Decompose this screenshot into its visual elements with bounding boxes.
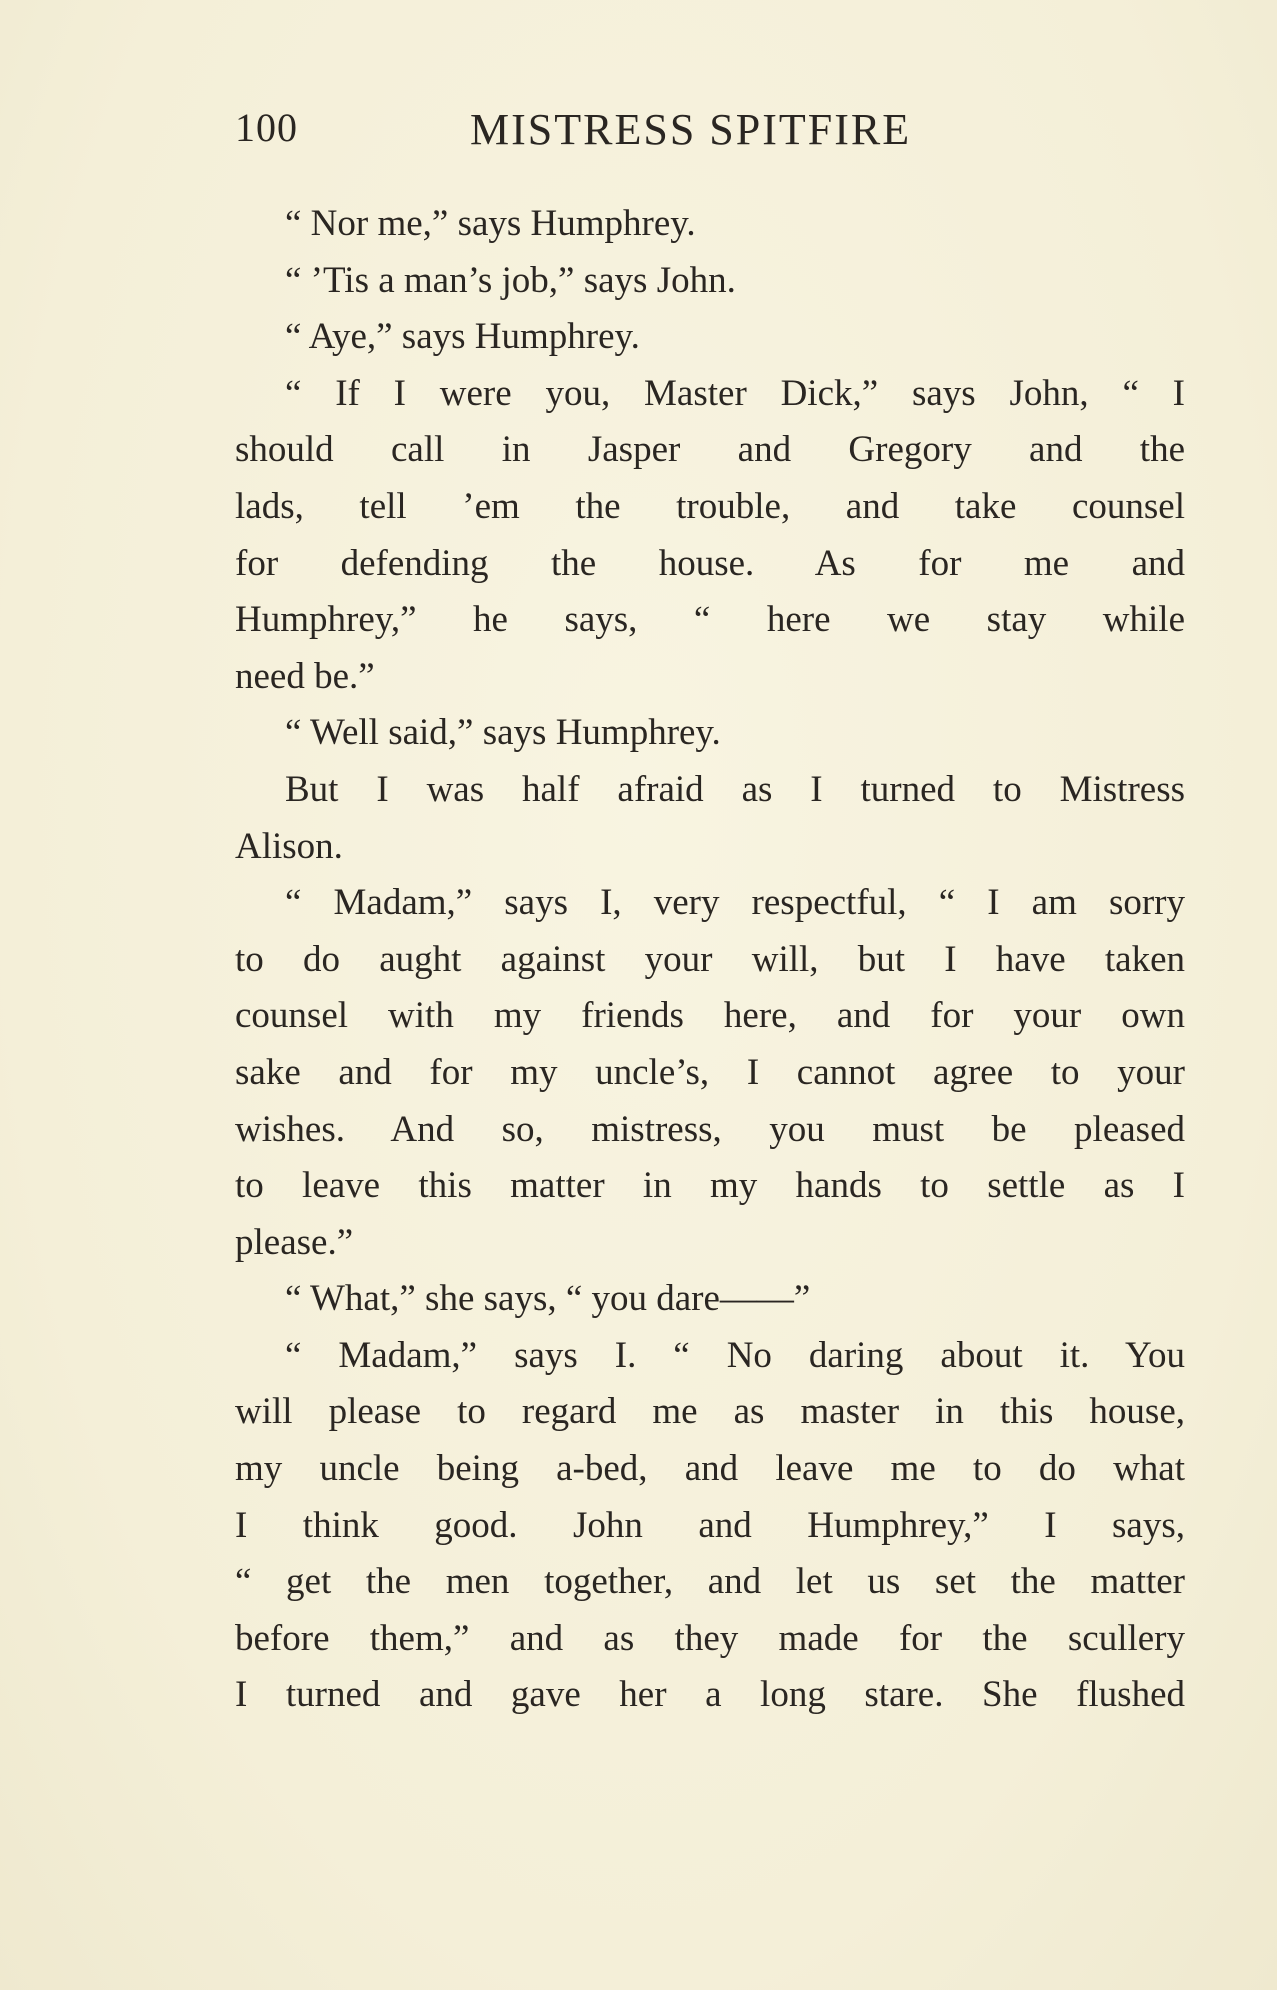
text-line: for defending the house. As for me and: [235, 542, 1185, 584]
text-line: “ Aye,” says Humphrey.: [285, 316, 640, 358]
text-line: Humphrey,” he says, “ here we stay while: [235, 599, 1185, 641]
text-line: before them,” and as they made for the scullery: [235, 1617, 1185, 1659]
text-line: lads, tell ’em the trouble, and take counsel: [235, 485, 1185, 527]
text-line: wishes. And so, mistress, you must be pleased: [235, 1108, 1185, 1150]
text-line: “ Madam,” says I, very respectful, “ I am sorry: [285, 882, 1185, 924]
text-line: “ get the men together, and let us set the matter: [235, 1561, 1185, 1603]
text-line: “ ’Tis a man’s job,” says John.: [285, 259, 736, 301]
text-line: Alison.: [235, 825, 343, 867]
text-line: sake and for my uncle’s, I cannot agree to your: [235, 1051, 1185, 1093]
running-title: MISTRESS SPITFIRE: [470, 105, 912, 154]
text-line: my uncle being a-bed, and leave me to do what: [235, 1448, 1185, 1490]
page-number: 100: [235, 105, 298, 150]
text-line: should call in Jasper and Gregory and the: [235, 429, 1185, 471]
text-line: I turned and gave her a long stare. She flushed: [235, 1674, 1185, 1716]
text-line: need be.”: [235, 655, 375, 697]
text-line: “ Nor me,” says Humphrey.: [285, 203, 696, 244]
text-line: to leave this matter in my hands to settle as I: [235, 1165, 1185, 1207]
text-line: “ Well said,” says Humphrey.: [285, 712, 721, 754]
text-line: “ If I were you, Master Dick,” says John, “ I: [285, 372, 1185, 414]
text-line: counsel with my friends here, and for your own: [235, 995, 1185, 1037]
page-header: [235, 104, 1195, 164]
body-text: [235, 196, 1185, 1724]
text-line: “ Madam,” says I. “ No daring about it. You: [285, 1334, 1185, 1376]
text-line: But I was half afraid as I turned to Mistress: [285, 768, 1185, 810]
text-line: “ What,” she says, “ you dare——”: [285, 1278, 811, 1320]
text-line: to do aught against your will, but I have taken: [235, 938, 1185, 980]
text-line: please.”: [235, 1221, 354, 1263]
text-line: will please to regard me as master in this house,: [235, 1391, 1185, 1433]
text-line: I think good. John and Humphrey,” I says,: [235, 1504, 1185, 1546]
